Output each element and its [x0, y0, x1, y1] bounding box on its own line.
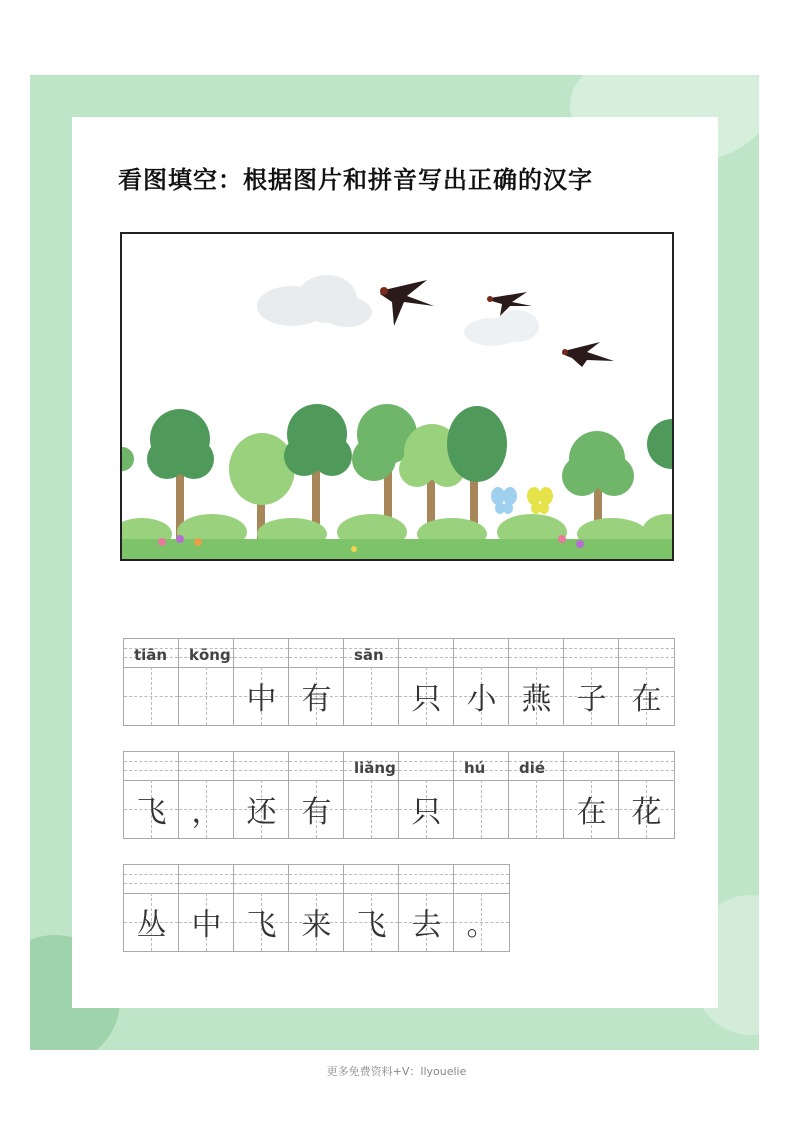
- writing-cell[interactable]: [509, 639, 564, 725]
- pinyin-label: dié: [519, 759, 546, 777]
- writing-cell[interactable]: [289, 865, 344, 951]
- pinyin-area: [619, 639, 674, 668]
- writing-cell[interactable]: [234, 639, 289, 725]
- writing-cell[interactable]: [124, 639, 179, 725]
- cloud-icon: [257, 275, 372, 327]
- hanzi-char: 在: [631, 682, 662, 717]
- swallow-icon: [562, 342, 614, 367]
- writing-cell[interactable]: [564, 639, 619, 725]
- writing-cell[interactable]: [179, 752, 234, 838]
- pinyin-area: [399, 752, 453, 781]
- writing-cell[interactable]: [124, 865, 179, 951]
- hanzi-char: [124, 667, 179, 725]
- butterfly-icon: [491, 487, 517, 514]
- hanzi-char: 中: [246, 682, 277, 717]
- writing-cell[interactable]: [399, 865, 454, 951]
- pinyin-area: [619, 752, 674, 781]
- writing-grid-row: [123, 638, 675, 726]
- pinyin-area: [234, 639, 288, 668]
- hanzi-char: 中: [191, 908, 222, 943]
- pinyin-area: [234, 865, 288, 894]
- hanzi-char: [344, 667, 399, 725]
- page-title: 看图填空：根据图片和拼音写出正确的汉字: [118, 166, 593, 194]
- hanzi-char: 有: [301, 682, 332, 717]
- writing-cell[interactable]: [454, 752, 509, 838]
- pinyin-area: [564, 639, 618, 668]
- hanzi-char: ，: [191, 795, 222, 830]
- pinyin-area: [399, 639, 453, 668]
- pinyin-area: [399, 865, 453, 894]
- pinyin-area: [564, 752, 618, 781]
- pinyin-label: tiān: [134, 646, 168, 664]
- pinyin-area: [234, 752, 288, 781]
- writing-cell[interactable]: [344, 865, 399, 951]
- hanzi-char: 有: [301, 795, 332, 830]
- writing-cell[interactable]: [344, 752, 399, 838]
- cloud-icon: [464, 310, 539, 346]
- writing-cell[interactable]: [234, 752, 289, 838]
- hanzi-char: [509, 780, 564, 838]
- writing-cell[interactable]: [619, 639, 674, 725]
- writing-cell[interactable]: [124, 752, 179, 838]
- hanzi-char: 来: [301, 908, 332, 943]
- hanzi-char: 。: [466, 908, 497, 943]
- pinyin-area: [289, 752, 343, 781]
- writing-grid-row: [123, 864, 510, 952]
- pinyin-area: [179, 865, 233, 894]
- writing-cell[interactable]: [454, 639, 509, 725]
- writing-cell[interactable]: [344, 639, 399, 725]
- scene-image: [120, 232, 674, 561]
- hanzi-char: 子: [576, 682, 607, 717]
- writing-cell[interactable]: [179, 865, 234, 951]
- hanzi-char: 小: [466, 682, 497, 717]
- hanzi-char: 飞: [356, 908, 387, 943]
- pinyin-area: [124, 752, 178, 781]
- hanzi-char: 在: [576, 795, 607, 830]
- writing-cell[interactable]: [289, 639, 344, 725]
- writing-cell[interactable]: [564, 752, 619, 838]
- pinyin-area: [289, 639, 343, 668]
- pinyin-area: [509, 639, 563, 668]
- pinyin-label: kōng: [189, 646, 231, 664]
- writing-grid-row: [123, 751, 675, 839]
- grass-strip: [122, 539, 672, 559]
- hanzi-char: [454, 780, 509, 838]
- writing-cell[interactable]: [234, 865, 289, 951]
- pinyin-area: [344, 865, 398, 894]
- hanzi-char: [344, 780, 399, 838]
- butterfly-icon: [527, 487, 553, 514]
- swallow-icon: [380, 280, 434, 326]
- writing-cell[interactable]: [619, 752, 674, 838]
- hanzi-char: [179, 667, 234, 725]
- hanzi-char: 飞: [246, 908, 277, 943]
- writing-cell[interactable]: [179, 639, 234, 725]
- hanzi-char: 去: [411, 908, 442, 943]
- pinyin-area: [124, 865, 178, 894]
- writing-cell[interactable]: [289, 752, 344, 838]
- pinyin-area: [179, 752, 233, 781]
- swallows-forest-illustration: [122, 234, 672, 559]
- writing-cell[interactable]: [399, 639, 454, 725]
- hanzi-char: 花: [631, 795, 662, 830]
- pinyin-area: [289, 865, 343, 894]
- hanzi-char: 只: [411, 682, 442, 717]
- pinyin-label: sān: [354, 646, 384, 664]
- pinyin-area: [454, 639, 508, 668]
- pinyin-label: liǎng: [354, 759, 396, 777]
- hanzi-char: 还: [246, 795, 277, 830]
- hanzi-char: 丛: [136, 908, 167, 943]
- writing-cell[interactable]: [399, 752, 454, 838]
- pinyin-label: hú: [464, 759, 486, 777]
- writing-cell[interactable]: [454, 865, 509, 951]
- writing-cell[interactable]: [509, 752, 564, 838]
- pinyin-area: [454, 865, 509, 894]
- hanzi-char: 只: [411, 795, 442, 830]
- hanzi-char: 燕: [521, 682, 552, 717]
- hanzi-char: 飞: [136, 795, 167, 830]
- footer-watermark: 更多免费资料+V：llyouelie: [326, 1065, 467, 1078]
